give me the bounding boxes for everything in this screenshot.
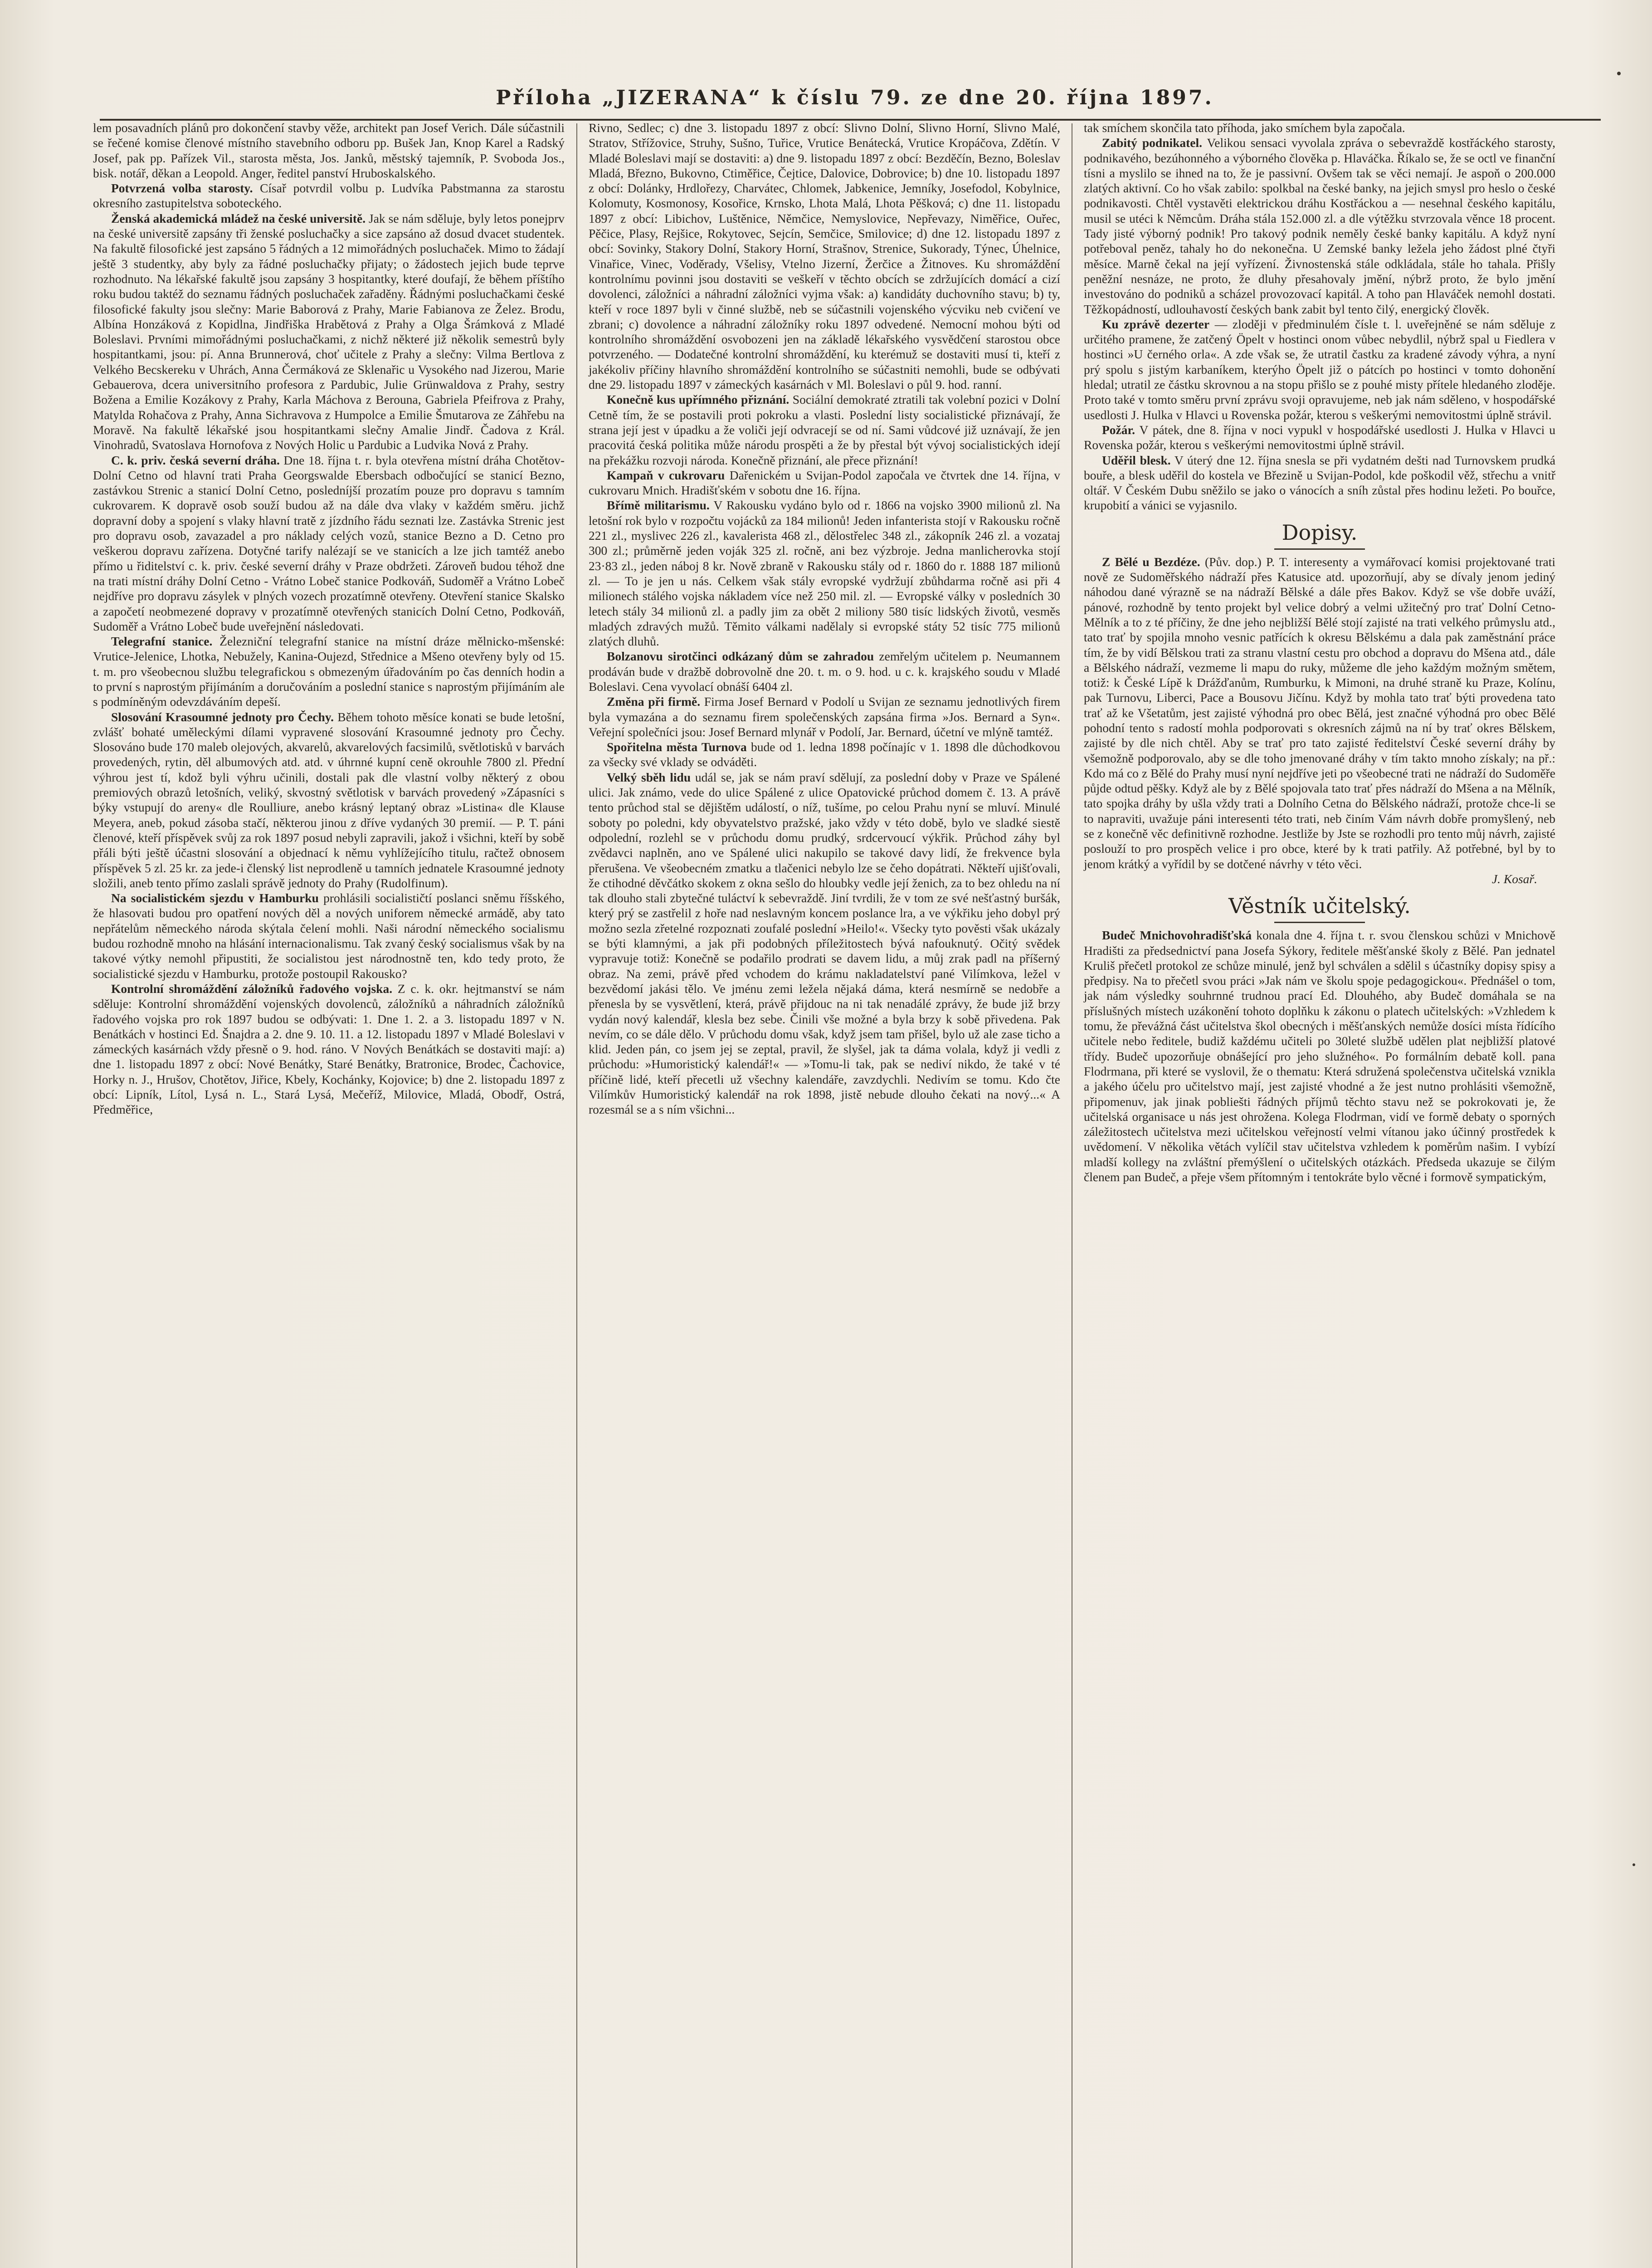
article-text: (Pův. dop.) P. T. interesenty a vymářovací komisi projektované trati nově ze Sudoměřského nádraží přes Katusice atd. upozorňují, aby se dívaly jenom jediný náhodou dané výrazně se na nádraží Bělské a dále přes Bakov. Když se vše dobře uváží, pánové, rozhodně by tento projekt byl velice dobrý a velmi užitečný pro trať Dolní Cetno-Mělník a to z té příčiny, že dne jeho nejbližší Bělé stojí zajisté na trati velkého průmyslu atd., tato trať by spojila mnoho vesnic patřících k okresu Bělskému a dala pak zaměstnání práce tím, že by vidí Bělskou trati za stranu vlastní cestu pro obchod a dopravu do Mšena atd., dále a Bělského nádraží, vezmeme li mapu do ruky, můžeme dle jeho každým možným smětem, totiž: k České Lípě k Drážďanům, Rumburku, k Mimoni, na druhé straně ku Praze, Kolínu, pak Turnovu, Liberci, Pace a Bousovu Jičínu. Když by mohla tato trať býti provedena tato trať až ke Všetatům, jest zajisté výhodná pro obec Bělá, jest značné výhodná pro obec Bělé pohodní tento s radostí mohla podporovati s okresních zájmů na ní by trať okres Bělskem, zajisté by dle nich chtěl. Aby se trať pro tato zajisté ředitelství České severní dráhy by všemožně podporovalo, aby se dle toho jmenované dráhy v tím takto mnoho získaly; na př.: Kdo má co z Bělé do Prahy musí nyní nejdříve jeti po všeobecné trati ne nádraží do Sudoměře půjde odtud pěšky. Když ale by z Bělé spojovala tato trať přes nádraží do Mšena a na Mělník, tato spojka dráhy by ušla vždy trati a Dolního Cetna do Bělského nádraží, protože chce-li se to napraviti, uvažuje páni interesenti této trati, neb činím Vám návrh dobře promyšlený, neb se z konečně věc definitivně rozhodne. Jestliže by Jste se rozhodli pro tento můj návrh, zajisté poslouží to pro prospěch velice i pro obce, které by k trati patřily. Až potřebné, byl by to jenom krátký a vyřídil by se dotčené návrhy v této věci. [1084, 554, 1555, 871]
article-text: zemřelým učitelem p. Neumannem prodáván bude v dražbě dobrovolně dne 20. t. m. o 9. hod. u c. k. krajského soudu v Mladé Boleslavi. Cena vyvolací obnáší 6404 zl. [589, 649, 1060, 694]
article-text: prohlásili socialističtí poslanci sněmu říšského, že hlasovati budou pro opatření nových děl a nových uniforem německé armádě, aby tato nepřátelům německého národa skýtala čelení mohli. Naši národní německého socialismu budou rozhodně mnoho na hlásání internacionalismu. Tak zvaný český socialismus však by na takové výtky nemohl připustiti, že socialistou jest národnostně ten, kdo tedy proto, že socialistické sjezdu v Hamburku, protože postoupil Rakousko? [93, 891, 565, 981]
article-headline: Požár. [1102, 422, 1135, 437]
article-text: bude od 1. ledna 1898 počínajíc v 1. 1898 dle důchodkovou za všecky své vklady se odváděti. [589, 740, 1060, 769]
article-text: Velikou sensaci vyvolala zpráva o sebevraždě kostřáckého starosty, podnikavého, bezúhonného a výborného člověka p. Hlaváčka. Říkalo se, že se octl ve finanční tísni a myslilo se ihned na to, že je passivní. Ovšem tak se věci nemají. Je aspoň o 200.000 zlatých aktivní. Co ho však zabilo: spolkbal na české banky, na jejich smysl pro heslo o české podnikavosti. Chtěl vystavěti elektrickou dráhu Kostřáckou a — nesehnal českého kapitálu, musil se utéci k Němcům. Dráha stála 152.000 zl. a dle výtěžku stvrzovala věnce 18 procent. Tady jisté výborný podnik! Pro takový podnik neměly české banky kapitálu. A když nyní potřeboval peněz, tahaly ho do nekonečna. U Zemské banky ležela jeho žádost plné čtyři měsíce. Marně čekal na její vyřízení. Živnostenská stále odkládala, stále ho tahala. Přišly peněžní nesnáze, ne proto, že dluhy přesahovaly jmění, nýbrž proto, že bylo jmění investováno do podniků a scházel provozovací kapitál. A toho pan Hlaváček nemohl dostati. Těžkopádností, udlouhavostí českých bank zabit byl tento čilý, energický člověk. [1084, 136, 1555, 316]
article-text: Železniční telegrafní stanice na místní dráze mělnicko-mšenské: Vrutice-Jelenice, Lhotka, Nebužely, Kanina-Oujezd, Střednice a Mšeno otevřeny byly od 15. t. m. pro všeobecnou službu telegrafickou s obmezeným úřadováním po čas denních hodin a to první s naprostým přijímáním a doručováním a poslední stanice s naprostým přijímáním ale s podmíněným odevzdáváním depeší. [93, 634, 565, 709]
column-divider [576, 123, 577, 2268]
article-headline: Konečně kus upřímného přiznání. [607, 392, 789, 407]
article-text: Císař potvrdil volbu p. Ludvíka Pabstmanna za starostu okresního zastupitelstva soboteckého. [93, 181, 565, 210]
article-paragraph [1084, 422, 1555, 453]
article-text: tak smíchem skončila tato příhoda, jako smíchem byla započala. [1084, 121, 1405, 135]
article-paragraph [93, 634, 565, 709]
article-text: Dne 18. října t. r. byla otevřena místní dráha Chotětov-Dolní Cetno od hlavní trati Praha Georgswalde Ebersbach odbočující se stanicí Bezno, zastávkou Strenic a stanicí Dolní Cetno, posledníjší prozatím pouze pro dopravu s tamním cukrovarem. K dopravě osob souží budou až na dále dva vlaky v každém směru. jichž dopravní doby a spojení s vlaky hlavní tratě z jízdního řádu seznati lze. Zastávka Strenic jest pro dopravu osob, zavazadel a pro náklady celých vozů, stanice Bezno a D. Cetno pro veškerou dopravu zařízena. Dotyčné tarify nalézají se ve stanicích a lze jich tamtéž anebo přímo u řiditelství c. k. priv. české severní dráhy v Praze obdržeti. Zároveň budou téhož dne na trati místní dráhy Dolní Cetno - Vrátno Lobeč stanice Podkováň, Sudoměř a Vrátno Lobeč nejdříve pro dopravu zásylek v plných vozech prozatímně otevřeny. Otevření stanice Skalsko a započetí neobmezené dopravy v prozatímně otevřených stanicích Dolní Cetno, Podkováň, Sudoměř a Vrátno Lobeč bude uveřejnění následovati. [93, 453, 565, 633]
article-paragraph [1084, 554, 1555, 871]
article-text: konala dne 4. října t. r. svou členskou schůzi v Mnichově Hradišti za předsednictví pana Josefa Sýkory, ředitele měšťanské školy z Bělé. Pan jednatel Kruliš přečetl protokol ze schůze minulé, jenž byl schválen a sdělil s účastníky dopisy spisy a předpisy. Na to přečetl svou práci »Jak nám ve školu spoje pedagogickou«. Přednášel o tom, jak nám výsledky souhrnné trudnou prací Ed. Dlouhého, aby Budeč domáhala se na příslušných místech uzákonění tohoto doplňku k zákonu o platech učitelských: »Vzhledem k tomu, že převážná část učitelstva škol obecných i měšťanských nemůže dosíci místa řídícího učitele nebo ředitele, budiž každému učiteli po 30leté službě udělen plat nejbližší platové třídy. Budeč upozorňuje obnášející pro jeho služného«. Po formálním debatě koll. pana Flodrmana, při které se vyslovil, že o thematu: Která sdružená společenstva učitelská vznikla a jakého účelu pro učitelstvo mají, jest zajisté vhodné a že jest nutno prohlásiti všemožně, připomenuv, jak jinak pobliešti řádných příjmů těchto stavu než se pokrokovati je, že učitelská organisace u nás jest ohrožena. Kolega Flodrman, vidí ve formě debaty o sporných záležitostech učitelstva mezi učitelskou veřejností velmi vítanou jako účinný prostředek k uvědomení. V několika větách vylíčil stav učitelstva vzhledem k poměrům našim. I vybízí mladší kollegy na zvláštní přemýšlení o učitelských otázkách. Předseda ukazuje se čilým členem pan Budeč, a přeje všem přítomným i tentokráte bylo věcné i formově sympatickým, [1084, 928, 1555, 1184]
article-paragraph [93, 120, 565, 181]
article-headline: Ženská akademická mládež na české universitě. [111, 211, 366, 225]
article-text: V pátek, dne 8. října v noci vypukl v hospodářské usedlosti J. Hulka v Hlavci u Rovenska požár, kterou s veškerými nemovitostmi úplně strávil. [1084, 422, 1555, 452]
article-paragraph [589, 468, 1060, 498]
article-text: V úterý dne 12. října snesla se při vydatném dešti nad Turnovskem prudká bouře, a blesk uděřil do kostela ve Březině u Svijan-Podol, kde poškodil věž, střechu a vnitř oltář. V Českém Dubu sněžilo se jako o vánocích a sníh zůstal přes hodinu ležeti. Po bouřce, krupobití a vánici se vyjasnilo. [1084, 453, 1556, 513]
article-text: V Rakousku vydáno bylo od r. 1866 na vojsko 3900 milionů zl. Na letošní rok bylo v rozpočtu vojácků za 184 milionů! Jeden infanterista stojí v Rakousku ročně 221 zl., myslivec 226 zl., kavalerista 468 zl., dělostřelec 348 zl., zákopník 246 zl. a vozataj 300 zl.; průměrně jeden voják 325 zl. ročně, ani bez výzbroje. Jedna manlicherovka stojí 23·83 zl., jeden náboj 8 kr. Nově zbraně v Rakousku stály od r. 1860 do r. 1888 187 milionů zl. — To je jen u nás. Celkem však stály evropské vydržují zbůhdarma ročně asi při 4 milionech stálého vojska nákladem více než 250 mil. zl. — Evropské války v posledních 30 letech stály 34 milionů zl. a padly jim za obět 2 miliony 580 tisíc lidských životů, vesměs mladých zdravých mužů. Těmito válkami nadělaly si evropské státy 52 tisíc 775 milionů zlatých dluhů. [589, 498, 1060, 649]
article-paragraph [589, 120, 1060, 392]
ink-spot [1617, 72, 1621, 75]
article-headline: Kontrolní shromáždění záložníků řadového vojska. [111, 981, 393, 996]
article-paragraph [589, 498, 1060, 649]
article-text: Dařenickém u Svijan-Podol započala ve čtvrtek dne 14. října, v cukrovaru Mnich. Hradišťském v sobotu dne 16. října. [589, 468, 1061, 498]
article-text: Firma Josef Bernard v Podolí u Svijan ze seznamu jednotlivých firem byla vymazána a do seznamu firem společenských zapsána firma »Jos. Bernard a Syn«. Veřejní společníci jsou: Josef Bernard mlynář v Podolí, Jar. Bernard, účetní ve mlýně tamtéž. [589, 694, 1060, 739]
section-rule [1274, 922, 1365, 923]
article-headline: Uděřil blesk. [1102, 453, 1171, 467]
article-headline: Telegrafní stanice. [111, 634, 213, 649]
article-headline: Na socialistickém sjezdu v Hamburku [111, 891, 319, 905]
article-headline: Slosování Krasoumné jednoty pro Čechy. [111, 709, 334, 724]
article-text: Rivno, Sedlec; c) dne 3. listopadu 1897 z obcí: Slivno Dolní, Slivno Horní, Slivno Malé, Stratov, Střížovice, Struhy, Sušno, Tuřice, Vrutice Benátecká, Vrutice Kropáčova, Zdětín. V Mladé Boleslavi mají se dostaviti: a) dne 9. listopadu 1897 z obcí: Bezděčín, Bezno, Boleslav Mladá, Březno, Bukovno, Ctiměřice, Čejtice, Dalovice, Dobrovice; b) dne 10. listopadu 1897 z obcí: Dolánky, Hrdlořezy, Charvátec, Chlomek, Jabkenice, Jemníky, Josefodol, Kobylnice, Kolomuty, Kosmonosy, Kosořice, Krnsko, Lhota Malá, Lhota Pěšková; c) dne 11. listopadu 1897 z obcí: Libichov, Luštěnice, Němčice, Nemyslovice, Nepřevazy, Niměřice, Ouřec, Pěčice, Plasy, Rejšice, Rokytovec, Sejcín, Semčice, Smilovice; d) dne 12. listopadu 1897 z obcí: Sovinky, Stakory Dolní, Stakory Horní, Strašnov, Strenice, Sukorady, Týnec, Úhelnice, Vinařice, Vinec, Voděrady, Všelisy, Vtelno Jizerní, Žerčice a Žitnoves. Ku shromáždění kontrolnímu povinni jsou dostaviti se veškeří v těchto obcích se zdržujících domácí a cizí dovolenci, záložníci a náhradní záložníci vyjma však: a) kandidáty duchovního stavu; b) ty, kteří v roce 1897 byli v činné službě, neb se súčastnili vojenského výcviku neb cvičení ve zbrani; c) dovolence a náhradní záložníky roku 1897 odvedené. Nemocní mohou býti od kontrolního shromáždění osvobozeni jen na základě lékařského vysvědčení starostou obce potvrzeného. — Dodatečné kontrolní shromáždění, ku kterémuž se dostaviti musí ti, kteří z jakékoliv příčiny hlavního shromáždění kontrolního se súčastniti nemohli, bude se odbývati dne 29. listopadu 1897 v zámeckých kasárnách v Ml. Boleslavi o půl 9. hod. ranní. [589, 121, 1060, 392]
article-text: udál se, jak se nám praví sdělují, za poslední doby v Praze ve Spálené ulici. Jak známo, vede do ulice Spálené z ulice Opatovické průchod domem č. 13. A právě tento průchod stal se dějištěm událostí, o níž, tušíme, po celou Prahu nyní se mluví. Minulé soboty po poledni, kdy obyvatelstvo pražské, jako vždy v této době, bylo ve sladké siestě odpolední, rozlehl se v průchodu domu prudký, srdcervoucí výkřik. Průchod záhy byl zvědavci naplněn, ano ve Spálené ulici nakupilo se takové davy lidí, že frekvence byla přerušena. Ve všeobecném zmatku a tlačenici nebylo lze se čeho dopátrati. Někteří ujišťovali, že ctihodné děvčátko skokem z okna sešlo do hloubky vedle její ženich, za to bez ohledu na ní tak dlouho stali zbytečné tuláctví k sebevraždě. Jiní tvrdili, že v tom ze své nešťastný buršák, který prý se zastřelil z hoře nad neslavným koncem poslance lra, a ve výkřiku jeho dobyl prý možno sezla zřetelné rozpoznati zoufalé poslední »Heilo!«. Všecky tyto pověsti však ukázaly se býti klamnými, a jak při podobných příležitostech bývá nafouknutý. Očitý svědek vypravuje totiž: Konečně se podařilo prodrati se davem lidu, a můj zrak padl na příšerný obraz. Na zemi, právě před vchodem do krámu nakladatelství pané Vilímkova, ležel v bezvědomí jakási tělo. Ve jménu zemi ležela nějaká dáma, která nesmírně se nedobře a přenesla by se vysvětlení, která, právě přijdouc na ni tak nenadálé zprávy, že bude již brzy vydán nový kalendář, klesla bez sebe. Činili vše možné a byla brzy k sobě přivedena. Pak nevím, co se dále dělo. V průchodu domu však, když jsem tam přišel, bylo už ale zase ticho a klid. Jeden pán, co jsem jej se zeptal, pravil, že slyšel, jak ta dáma volala, když ji vedli z průchodu: »Humoristický kalendář!« — »Tomu-li tak, pak se nediví nikdo, že také v té příčině lidé, kteří přecetli už všechny kalendáře, zavzdychli. Nedivím se tomu. Kdo čte Vilímkův Humoristický kalendář na rok 1898, jistě nebude dlouho čekati na nový...« A rozesmál se a s ním všichni... [589, 770, 1061, 1117]
article-headline: Ku zprávě dezerter [1102, 317, 1210, 331]
article-headline: Budeč Mnichovohradišťská [1102, 928, 1252, 943]
ink-spot [1633, 1863, 1635, 1866]
article-paragraph [1084, 120, 1555, 135]
article-paragraph [93, 709, 565, 891]
column-2 [589, 120, 1060, 1117]
article-text: Během tohoto měsíce konati se bude letošní, zvlášť bohaté uměleckými dílami vypravené slosování Krasoumné jednoty pro Čechy. Slosováno bude 170 maleb olejových, akvarelů, akvarelových facsimilů, světlotisků v barvách provedených, rytin, děl albumových atd. atd. v úhrnné kupní ceně okrouhle 7800 zl. Přední výhrou jest tí, kdož byli výhru učinili, dostali pak dle vlastní volby některý z obou premiových obrazů letošních, veliký, skvostný světlotisk v barvách provedený »Zápasníci s býky vstupují do areny« dle Roulliure, anebo krásný leptaný obraz »Listina« dle Klause Meyera, aneb, pokud zásoba stačí, některou jinou z dříve vydaných 30 premií. — P. T. páni členové, kteří příspěvek svůj za rok 1897 posud nebyli zapravili, jakož i všichni, kteří by sobě přáli býti ještě účastni slosování a objednací k němu vyhlížejícího titulu, račtež obnosem příspěvek 5 zl. 25 kr. za jede-i členský list neprodleně u tamních jednatele Krasoumné jednoty složili, aneb tento přímo zaslali správě jednoty do Prahy (Rudolfinum). [93, 709, 565, 890]
article-text: — zloději v předminulém čísle t. l. uveřejněné se nám sděluje z určitého pramene, že zatčený Öpelt v hostinci onom vůbec nebydlil, nýbrž spal u Fiedlera v hostinci »U černého orla«. A zde však se, že utratil častku za kradené závody výhra, a nyní prý spolu s jistým karbaníkem, kterýho Öpelt již o pátcích po hostinci v tomto dohonění hledal; utratil ze částku skrovnou a na stopu přišlo se z pouhé misty přítele hledaného zloděje. Proto také v tomto směru první zprávu svoji opravujeme, neb jak nám sděleno, v hospodářské usedlosti J. Hulka v Hlavci u Rovenska požár, kterou s veškerými nemovitostmi úplně strávil. [1084, 317, 1555, 422]
column-1 [93, 120, 565, 1117]
article-paragraph [93, 890, 565, 981]
article-text: Sociální demokraté ztratili tak volební pozici v Dolní Cetně tím, že se postavili proti pokroku a vlasti. Poslední listy socialistické přiznávají, že strana její jest v úpadku a že voliči její odvracejí se od ní. Sami vůdcové již uznávají, že jen pracovitá česká politika může národu prospěti a že by přestal být vývoj socialistických idejí na překážku rozvoji národa. Konečně přiznání, ale přece přiznání! [589, 392, 1060, 467]
article-paragraph [589, 739, 1060, 770]
section-heading: Dopisy. [1282, 520, 1358, 545]
article-paragraph [589, 770, 1060, 1117]
article-headline: Z Bělé u Bezdéze. [1102, 554, 1200, 569]
article-text: Jak se nám sděluje, byly letos ponejprv na české universitě zapsány tři ženské posluchačky a sice zapsáno až dosud dvacet studentek. Na fakultě filosofické jest zapsáno 5 řádných a 12 mimořádných posluchaček. Mimo to žádají ještě 3 studentky, aby byly za řádné posluchačky přijaty; o žádostech jejich bude teprve rozhodnuto. Na lékařské fakultě jsou zapsány 3 hospitantky, které doufají, že během příštího roku budou taktéž do seznamu řádných posluchaček zařaděny. Řádnými posluchačkami české filosofické fakulty jsou slečny: Marie Baborová z Prahy, Marie Fabianova ze Želez. Brodu, Albína Honzáková z Kopidlna, Jindřiška Hrabětová z Prahy a Olga Šrámková z Mladé Boleslavi. Prvními mimořádnými posluchačkami, z nichž některé již několik semestrů byly hospitantkami, jsou: pí. Anna Brunnerová, choť učitele z Prahy a slečny: Vilma Bertlova z Velkého Becskereku v Uhrách, Anna Čermáková ze Sklenařic u Vysokého nad Jizerou, Marie Gebauerova, dcera universitního profesora z Pardubic, Julie Grünwaldova z Prahy, sestry Božena a Emilie Kozákovy z Prahy, Karla Máchova z Berouna, Gabriela Pfeifrova z Prahy, Matylda Rohačova z Prahy, Anna Sichravova z Humpolce a Emilie Šmutarova ze Záhřebu na Moravě. Na fakultě lékařské jsou hospitantkami slečny Amalie Jindř. Čadova z Král. Vinohradů, Svatoslava Hornofova z Nových Holic u Pardubic a Ludvika Nová z Prahy. [93, 211, 565, 452]
article-headline: Velký sběh lidu [607, 770, 691, 784]
section-heading: Věstník učitelský. [1228, 894, 1411, 919]
article-paragraph [93, 981, 565, 1117]
article-paragraph [93, 181, 565, 211]
article-headline: Spořitelna města Turnova [607, 740, 747, 754]
article-headline: C. k. priv. česká severní dráha. [111, 453, 280, 467]
article-text: lem posavadních plánů pro dokončení stavby věže, architekt pan Josef Verich. Dále súčastnili se řečené komise členové místního stavebního odboru pp. Bušek Jan, Knop Karel a Radský Josef, pak pp. Pařízek Vil., starosta města, Jos. Janků, městský tajemník, P. Svoboda Jos., bisk. notář, děkan a Leopold. Anger, ředitel panství Hruboskalského. [93, 121, 565, 180]
signature: J. Kosař. [1491, 871, 1537, 886]
article-headline: Potvrzená volba starosty. [111, 181, 253, 196]
article-paragraph [93, 453, 565, 634]
article-text: Z c. k. okr. hejtmanství se nám sděluje: Kontrolní shromáždění vojenských dovolenců, záložníků a náhradních záložníků řadového vojska pro rok 1897 budou se odbývati: 1. Dne 1. 2. a 3. listopadu 1897 v N. Benátkách v hostinci Ed. Šnajdra a 2. dne 9. 10. 11. a 12. listopadu 1897 v Mladé Boleslavi v zámeckých kasárnách vždy přesně o 9. hod. ráno. V Nových Benátkách se dostaviti mají: a) dne 1. listopadu 1897 z obcí: Nové Benátky, Staré Benátky, Bratronice, Brodec, Čachovice, Horky n. J., Hrušov, Chotětov, Jiřice, Kbely, Kochánky, Kojovice; b) dne 2. listopadu 1897 z obcí: Lipník, Lítol, Lysá n. L., Stará Lysá, Mečeříž, Milovice, Mladá, Obodř, Ostrá, Předměřice, [93, 981, 565, 1117]
article-paragraph [1084, 453, 1555, 513]
article-headline: Kampaň v cukrovaru [607, 468, 725, 482]
article-paragraph [93, 211, 565, 453]
article-headline: Zabitý podnikatel. [1102, 136, 1203, 150]
article-paragraph [1084, 135, 1555, 317]
page-header: Příloha „JIZERANA“ k číslu 79. ze dne 20. října 1897. [496, 86, 1214, 109]
article-paragraph [589, 392, 1060, 467]
article-paragraph [589, 694, 1060, 739]
article-headline: Bolzanovu sirotčinci odkázaný dům se zahradou [607, 649, 874, 664]
article-paragraph [1084, 928, 1555, 1184]
section-rule [1274, 548, 1365, 550]
article-headline: Změna při firmě. [607, 694, 701, 709]
column-3 [1084, 120, 1555, 1184]
article-paragraph [589, 649, 1060, 694]
article-paragraph [1084, 317, 1555, 422]
article-headline: Břímě militarismu. [607, 498, 710, 513]
